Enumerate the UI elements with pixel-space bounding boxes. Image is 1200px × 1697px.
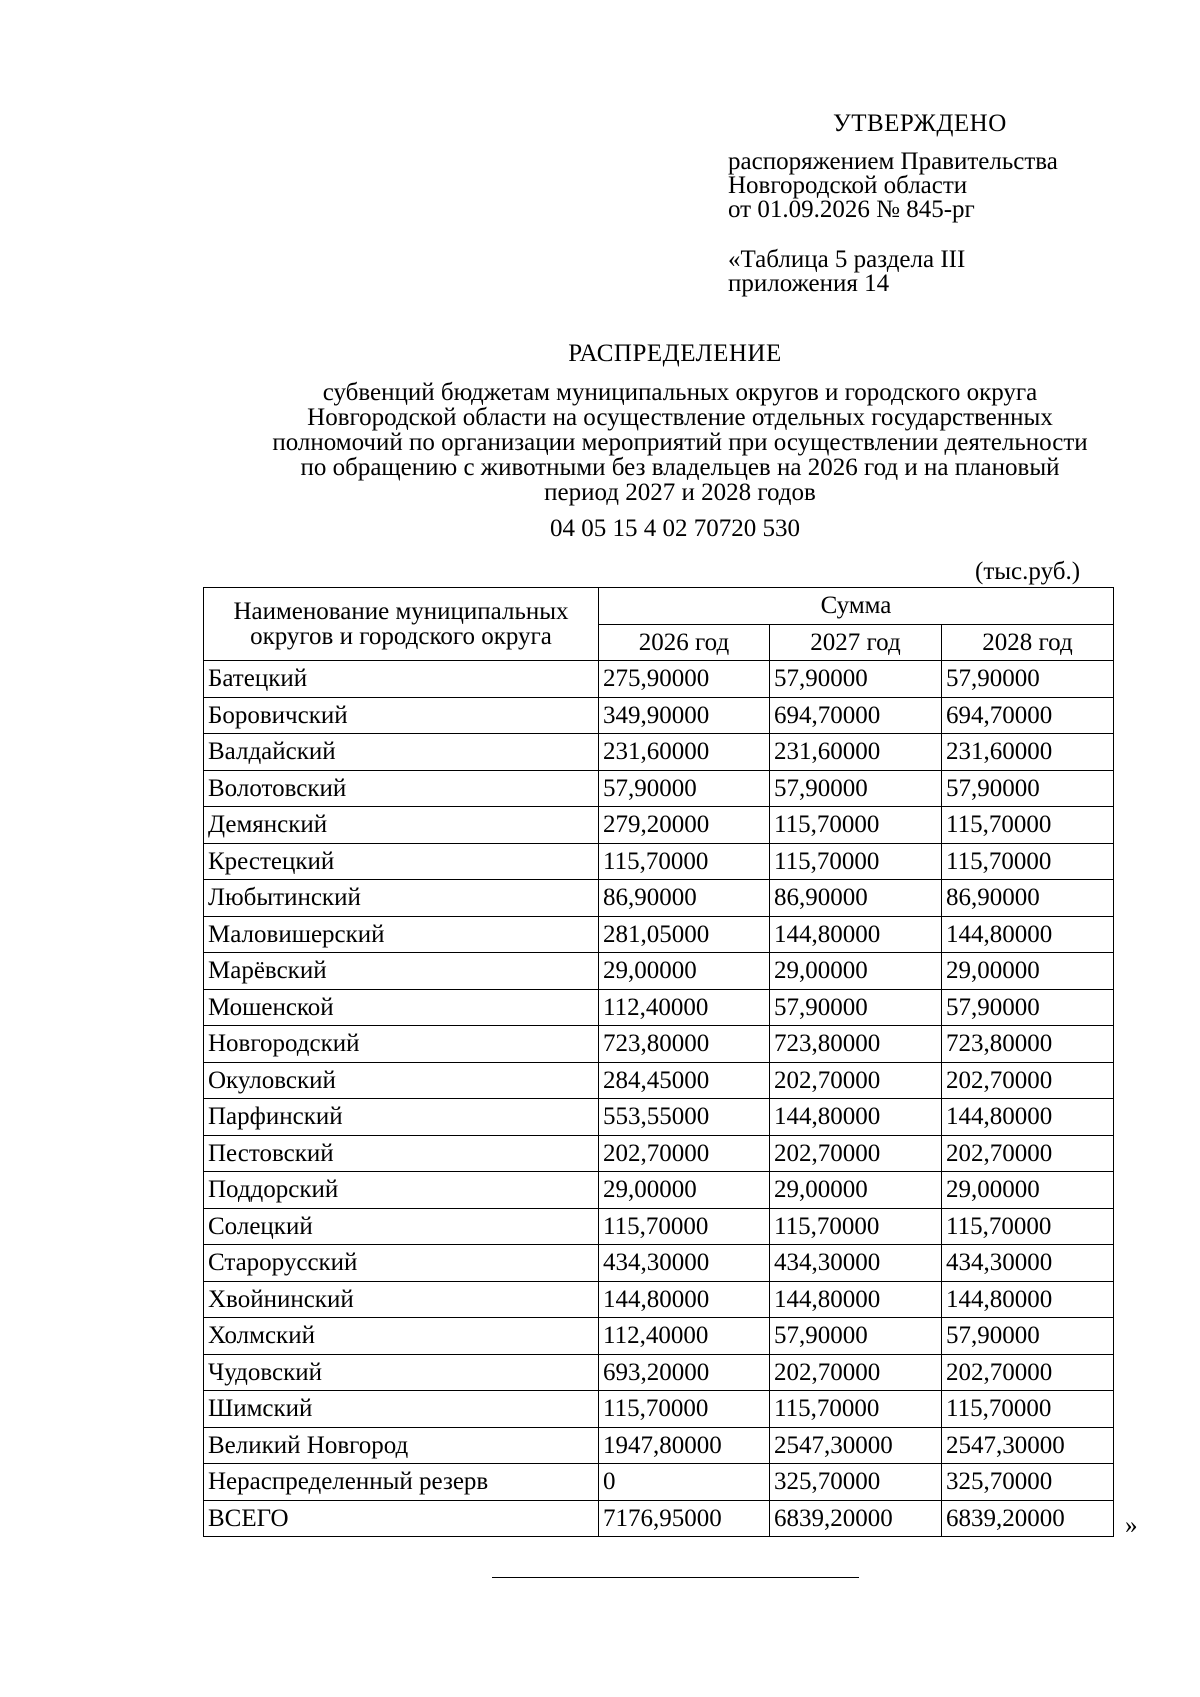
amount-2026-cell: 29,00000 bbox=[599, 953, 770, 990]
amount-2028-cell: 115,70000 bbox=[942, 1208, 1114, 1245]
municipality-name-cell: Парфинский bbox=[204, 1099, 599, 1136]
amount-2026-cell: 115,70000 bbox=[599, 1391, 770, 1428]
amount-2026-cell: 144,80000 bbox=[599, 1281, 770, 1318]
units-label: (тыс.руб.) bbox=[975, 558, 1081, 585]
municipality-name-cell: Хвойнинский bbox=[204, 1281, 599, 1318]
amount-2027-cell: 115,70000 bbox=[770, 1208, 942, 1245]
amount-2028-cell: 202,70000 bbox=[942, 1062, 1114, 1099]
table-row bbox=[204, 843, 1114, 880]
municipality-name-cell: ВСЕГО bbox=[204, 1500, 599, 1537]
amount-2027-cell: 325,70000 bbox=[770, 1464, 942, 1501]
table-row bbox=[204, 953, 1114, 990]
amount-2026-cell: 202,70000 bbox=[599, 1135, 770, 1172]
year-header-2026: 2026 год bbox=[599, 624, 770, 661]
amount-2027-cell: 115,70000 bbox=[770, 1391, 942, 1428]
municipality-name-cell: Любытинский bbox=[204, 880, 599, 917]
table-reference-line: «Таблица 5 раздела III bbox=[728, 246, 966, 273]
amount-2026-cell: 553,55000 bbox=[599, 1099, 770, 1136]
amount-2026-cell: 112,40000 bbox=[599, 1318, 770, 1355]
amount-2028-cell: 6839,20000 bbox=[942, 1500, 1114, 1537]
table-row bbox=[204, 1427, 1114, 1464]
document-title: РАСПРЕДЕЛЕНИЕ bbox=[568, 340, 782, 367]
municipality-name-cell: Крестецкий bbox=[204, 843, 599, 880]
subtitle-line: по обращению с животными без владельцев на 2026 год и на плановый bbox=[300, 454, 1060, 481]
amount-2028-cell: 144,80000 bbox=[942, 1099, 1114, 1136]
amount-2026-cell: 284,45000 bbox=[599, 1062, 770, 1099]
table-row bbox=[204, 1464, 1114, 1501]
amount-2028-cell: 231,60000 bbox=[942, 734, 1114, 771]
amount-2026-cell: 231,60000 bbox=[599, 734, 770, 771]
table-row bbox=[204, 880, 1114, 917]
amount-2028-cell: 86,90000 bbox=[942, 880, 1114, 917]
amount-2028-cell: 57,90000 bbox=[942, 1318, 1114, 1355]
name-column-header bbox=[204, 588, 599, 661]
amount-2027-cell: 57,90000 bbox=[770, 1318, 942, 1355]
municipality-name-cell: Валдайский bbox=[204, 734, 599, 771]
amount-2026-cell: 723,80000 bbox=[599, 1026, 770, 1063]
amount-2027-cell: 57,90000 bbox=[770, 770, 942, 807]
amount-2026-cell: 112,40000 bbox=[599, 989, 770, 1026]
subtitle-line: период 2027 и 2028 годов bbox=[544, 479, 816, 506]
table-row bbox=[204, 989, 1114, 1026]
amount-2026-cell: 29,00000 bbox=[599, 1172, 770, 1209]
approval-line: Новгородской области bbox=[728, 172, 968, 199]
municipality-name-cell: Марёвский bbox=[204, 953, 599, 990]
amount-2027-cell: 86,90000 bbox=[770, 880, 942, 917]
amount-2028-cell: 723,80000 bbox=[942, 1026, 1114, 1063]
amount-2028-cell: 57,90000 bbox=[942, 989, 1114, 1026]
municipality-name-cell: Волотовский bbox=[204, 770, 599, 807]
closing-quote: » bbox=[1125, 1512, 1138, 1539]
amount-2028-cell: 144,80000 bbox=[942, 916, 1114, 953]
table-row bbox=[204, 1135, 1114, 1172]
amount-2027-cell: 723,80000 bbox=[770, 1026, 942, 1063]
amount-2027-cell: 29,00000 bbox=[770, 1172, 942, 1209]
amount-2028-cell: 115,70000 bbox=[942, 1391, 1114, 1428]
amount-2027-cell: 144,80000 bbox=[770, 1281, 942, 1318]
subtitle-line: полномочий по организации мероприятий при осуществлении деятельности bbox=[272, 429, 1088, 456]
amount-2027-cell: 694,70000 bbox=[770, 697, 942, 734]
table-row bbox=[204, 916, 1114, 953]
amount-2028-cell: 115,70000 bbox=[942, 807, 1114, 844]
table-row bbox=[204, 1281, 1114, 1318]
sum-column-header: Сумма bbox=[599, 588, 1114, 625]
amount-2026-cell: 57,90000 bbox=[599, 770, 770, 807]
amount-2027-cell: 115,70000 bbox=[770, 843, 942, 880]
subtitle-line: субвенций бюджетам муниципальных округов и городского округа bbox=[322, 379, 1038, 406]
name-header-line: округов и городского округа bbox=[250, 623, 552, 650]
amount-2026-cell: 281,05000 bbox=[599, 916, 770, 953]
municipality-name-cell: Боровичский bbox=[204, 697, 599, 734]
amount-2028-cell: 57,90000 bbox=[942, 770, 1114, 807]
amount-2028-cell: 202,70000 bbox=[942, 1135, 1114, 1172]
municipality-name-cell: Окуловский bbox=[204, 1062, 599, 1099]
amount-2026-cell: 1947,80000 bbox=[599, 1427, 770, 1464]
footer-divider bbox=[492, 1577, 859, 1578]
municipality-name-cell: Батецкий bbox=[204, 661, 599, 698]
table-row bbox=[204, 1500, 1114, 1537]
year-header-2028: 2028 год bbox=[942, 624, 1114, 661]
table-header-row bbox=[204, 588, 1114, 625]
municipality-name-cell: Поддорский bbox=[204, 1172, 599, 1209]
amount-2027-cell: 2547,30000 bbox=[770, 1427, 942, 1464]
table-row bbox=[204, 1172, 1114, 1209]
municipality-name-cell: Маловишерский bbox=[204, 916, 599, 953]
municipality-name-cell: Шимский bbox=[204, 1391, 599, 1428]
table-row bbox=[204, 734, 1114, 771]
table-row bbox=[204, 1026, 1114, 1063]
name-header-line: Наименование муниципальных bbox=[233, 598, 569, 625]
amount-2026-cell: 693,20000 bbox=[599, 1354, 770, 1391]
municipality-name-cell: Старорусский bbox=[204, 1245, 599, 1282]
municipality-name-cell: Чудовский bbox=[204, 1354, 599, 1391]
amount-2027-cell: 231,60000 bbox=[770, 734, 942, 771]
amount-2027-cell: 202,70000 bbox=[770, 1354, 942, 1391]
distribution-table bbox=[203, 587, 1114, 1537]
year-header-2027: 2027 год bbox=[770, 624, 942, 661]
municipality-name-cell: Нераспределенный резерв bbox=[204, 1464, 599, 1501]
amount-2026-cell: 349,90000 bbox=[599, 697, 770, 734]
amount-2028-cell: 325,70000 bbox=[942, 1464, 1114, 1501]
amount-2026-cell: 115,70000 bbox=[599, 843, 770, 880]
amount-2026-cell: 279,20000 bbox=[599, 807, 770, 844]
amount-2027-cell: 202,70000 bbox=[770, 1062, 942, 1099]
table-row bbox=[204, 1318, 1114, 1355]
table-row bbox=[204, 1208, 1114, 1245]
amount-2028-cell: 29,00000 bbox=[942, 1172, 1114, 1209]
document-subtitle bbox=[190, 380, 1170, 505]
table-row bbox=[204, 1062, 1114, 1099]
amount-2026-cell: 86,90000 bbox=[599, 880, 770, 917]
table-row bbox=[204, 770, 1114, 807]
table-row bbox=[204, 661, 1114, 698]
amount-2026-cell: 115,70000 bbox=[599, 1208, 770, 1245]
approval-block bbox=[728, 150, 1058, 222]
approval-heading: УТВЕРЖДЕНО bbox=[833, 110, 1007, 137]
table-row bbox=[204, 1245, 1114, 1282]
amount-2027-cell: 144,80000 bbox=[770, 1099, 942, 1136]
amount-2027-cell: 202,70000 bbox=[770, 1135, 942, 1172]
table-row bbox=[204, 697, 1114, 734]
table-reference-line: приложения 14 bbox=[728, 270, 890, 297]
amount-2027-cell: 57,90000 bbox=[770, 661, 942, 698]
amount-2027-cell: 434,30000 bbox=[770, 1245, 942, 1282]
municipality-name-cell: Солецкий bbox=[204, 1208, 599, 1245]
amount-2027-cell: 144,80000 bbox=[770, 916, 942, 953]
table-reference bbox=[728, 248, 965, 296]
amount-2028-cell: 434,30000 bbox=[942, 1245, 1114, 1282]
amount-2028-cell: 2547,30000 bbox=[942, 1427, 1114, 1464]
amount-2027-cell: 115,70000 bbox=[770, 807, 942, 844]
table-row bbox=[204, 807, 1114, 844]
amount-2028-cell: 144,80000 bbox=[942, 1281, 1114, 1318]
budget-code: 04 05 15 4 02 70720 530 bbox=[550, 515, 800, 542]
amount-2028-cell: 694,70000 bbox=[942, 697, 1114, 734]
table-body bbox=[204, 661, 1114, 1537]
amount-2026-cell: 7176,95000 bbox=[599, 1500, 770, 1537]
table-row bbox=[204, 1354, 1114, 1391]
amount-2026-cell: 275,90000 bbox=[599, 661, 770, 698]
amount-2026-cell: 0 bbox=[599, 1464, 770, 1501]
municipality-name-cell: Новгородский bbox=[204, 1026, 599, 1063]
amount-2027-cell: 29,00000 bbox=[770, 953, 942, 990]
amount-2027-cell: 6839,20000 bbox=[770, 1500, 942, 1537]
municipality-name-cell: Мошенской bbox=[204, 989, 599, 1026]
amount-2028-cell: 202,70000 bbox=[942, 1354, 1114, 1391]
municipality-name-cell: Демянский bbox=[204, 807, 599, 844]
amount-2028-cell: 115,70000 bbox=[942, 843, 1114, 880]
municipality-name-cell: Холмский bbox=[204, 1318, 599, 1355]
table-row bbox=[204, 1391, 1114, 1428]
table-row bbox=[204, 1099, 1114, 1136]
amount-2028-cell: 29,00000 bbox=[942, 953, 1114, 990]
municipality-name-cell: Великий Новгород bbox=[204, 1427, 599, 1464]
approval-line: распоряжением Правительства bbox=[728, 148, 1058, 175]
amount-2027-cell: 57,90000 bbox=[770, 989, 942, 1026]
amount-2026-cell: 434,30000 bbox=[599, 1245, 770, 1282]
municipality-name-cell: Пестовский bbox=[204, 1135, 599, 1172]
subtitle-line: Новгородской области на осуществление отдельных государственных bbox=[307, 404, 1053, 431]
amount-2028-cell: 57,90000 bbox=[942, 661, 1114, 698]
approval-line: от 01.09.2026 № 845-рг bbox=[728, 196, 975, 223]
